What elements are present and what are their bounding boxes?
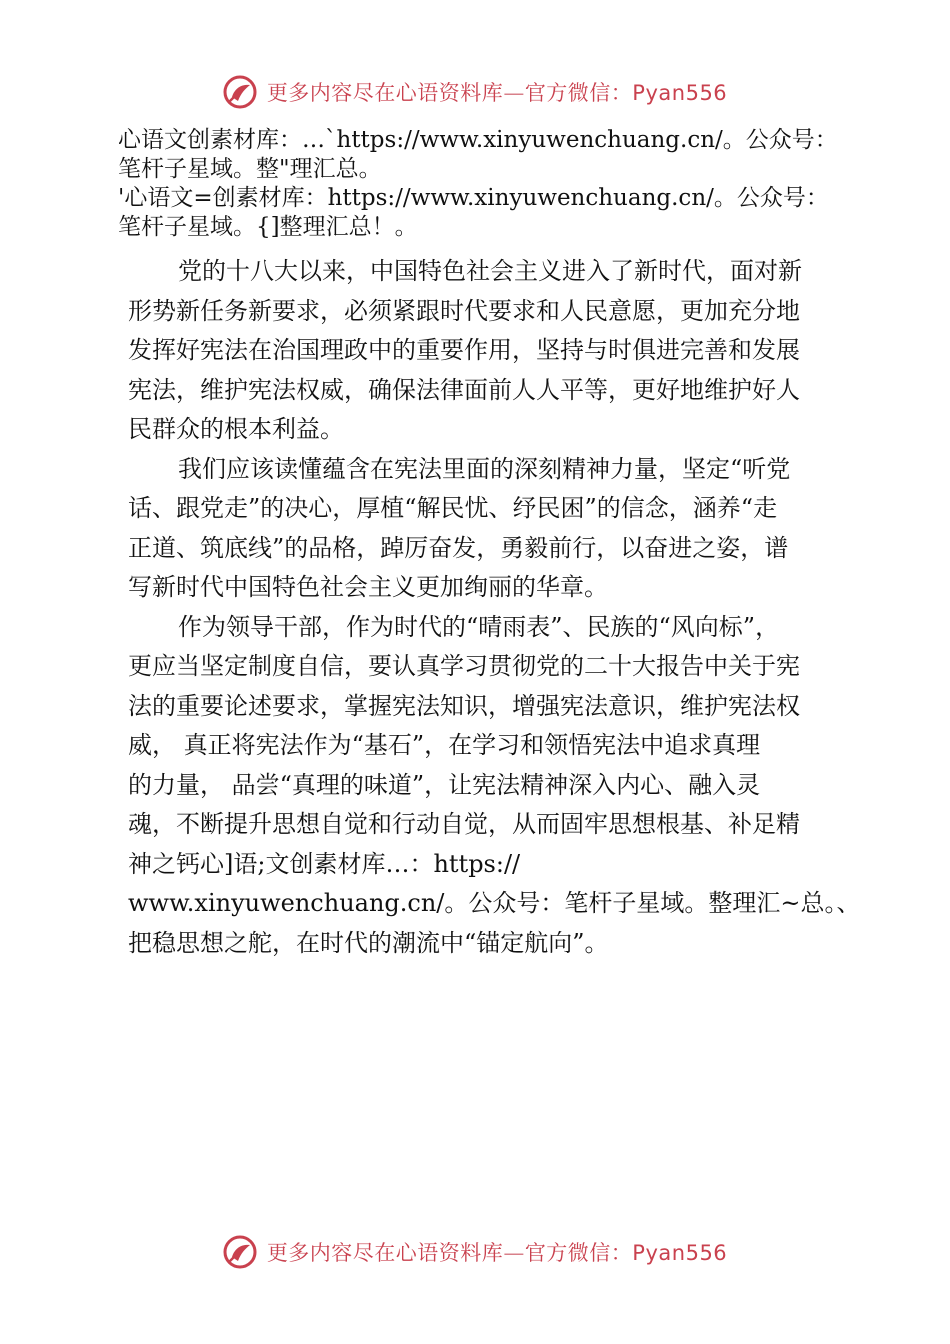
- banner-separator: —: [503, 1241, 525, 1265]
- paragraph-1: [118, 252, 853, 450]
- paragraph-3: [118, 608, 861, 964]
- banner-main-text: 更多内容尽在心语资料库: [266, 1241, 504, 1265]
- watermark-line: '心语文=创素材库：https://www.xinyuwenchuang.cn/。公众号：: [118, 185, 829, 211]
- paragraph-2: [118, 450, 853, 608]
- paragraph-line: 民群众的根本利益。: [128, 415, 344, 443]
- paragraph-line: 宪法，维护宪法权威，确保法律面前人人平等，更好地维护好人: [128, 375, 800, 404]
- paragraph-line: 威， 真正将宪法作为“基石”，在学习和领悟宪法中追求真理: [128, 731, 761, 759]
- paragraph-line: 形势新任务新要求，必须紧跟时代要求和人民意愿，更加充分地: [128, 296, 800, 325]
- paragraph-line: 把稳思想之舵，在时代的潮流中“锚定航向”。: [128, 928, 609, 957]
- paragraph-line: 的力量， 品尝“真理的味道”，让宪法精神深入内心、融入灵: [128, 770, 761, 799]
- paragraph-line: 正道、筑底线”的品格，踔厉奋发，勇毅前行，以奋进之姿，谱: [128, 533, 789, 562]
- watermark-line: 心语文创素材库：…`https://www.xinyuwenchuang.cn/。公众号：: [118, 127, 838, 153]
- paragraph-line: 写新时代中国特色社会主义更加绚丽的华章。: [128, 573, 608, 601]
- paragraph-line: 魂，不断提升思想自觉和行动自觉，从而固牢思想根基、补足精: [128, 810, 800, 838]
- paragraph-line: 党的十八大以来，中国特色社会主义进入了新时代，面对新: [178, 257, 802, 285]
- logo-icon: [223, 75, 257, 109]
- paragraph-line: 更应当坚定制度自信，要认真学习贯彻党的二十大报告中关于宪: [128, 652, 800, 680]
- footer-banner: [0, 1230, 950, 1274]
- paragraph-line: 神之钙心]语;文创素材库…：https://: [128, 849, 521, 878]
- paragraph-line: 发挥好宪法在治国理政中的重要作用，坚持与时俱进完善和发展: [128, 336, 800, 364]
- banner-text: [267, 77, 727, 107]
- paragraph-line: www.xinyuwenchuang.cn/。公众号：笔杆子星域。整理汇~总。、: [128, 889, 861, 917]
- watermark-line: 笔杆子星域。整"理汇总。: [118, 156, 382, 182]
- banner-separator: —: [503, 81, 525, 105]
- banner-wechat-text: 官方微信：Pyan556: [524, 81, 728, 105]
- banner-text: [267, 1237, 727, 1267]
- header-banner: [0, 70, 950, 114]
- watermark-line: 笔杆子星域。{]整理汇总！。: [118, 214, 418, 240]
- logo-icon: [223, 1235, 257, 1269]
- paragraph-line: 作为领导干部，作为时代的“晴雨表”、民族的“风向标”，: [178, 612, 780, 641]
- paragraph-line: 法的重要论述要求，掌握宪法知识，增强宪法意识，维护宪法权: [128, 691, 800, 720]
- banner-main-text: 更多内容尽在心语资料库: [266, 81, 504, 105]
- banner-wechat-text: 官方微信：Pyan556: [524, 1241, 728, 1265]
- document-body: [118, 126, 861, 963]
- paragraph-line: 我们应该读懂蕴含在宪法里面的深刻精神力量，坚定“听党: [178, 454, 791, 483]
- paragraph-line: 话、跟党走”的决心，厚植“解民忧、纾民困”的信念，涵养“走: [128, 494, 778, 522]
